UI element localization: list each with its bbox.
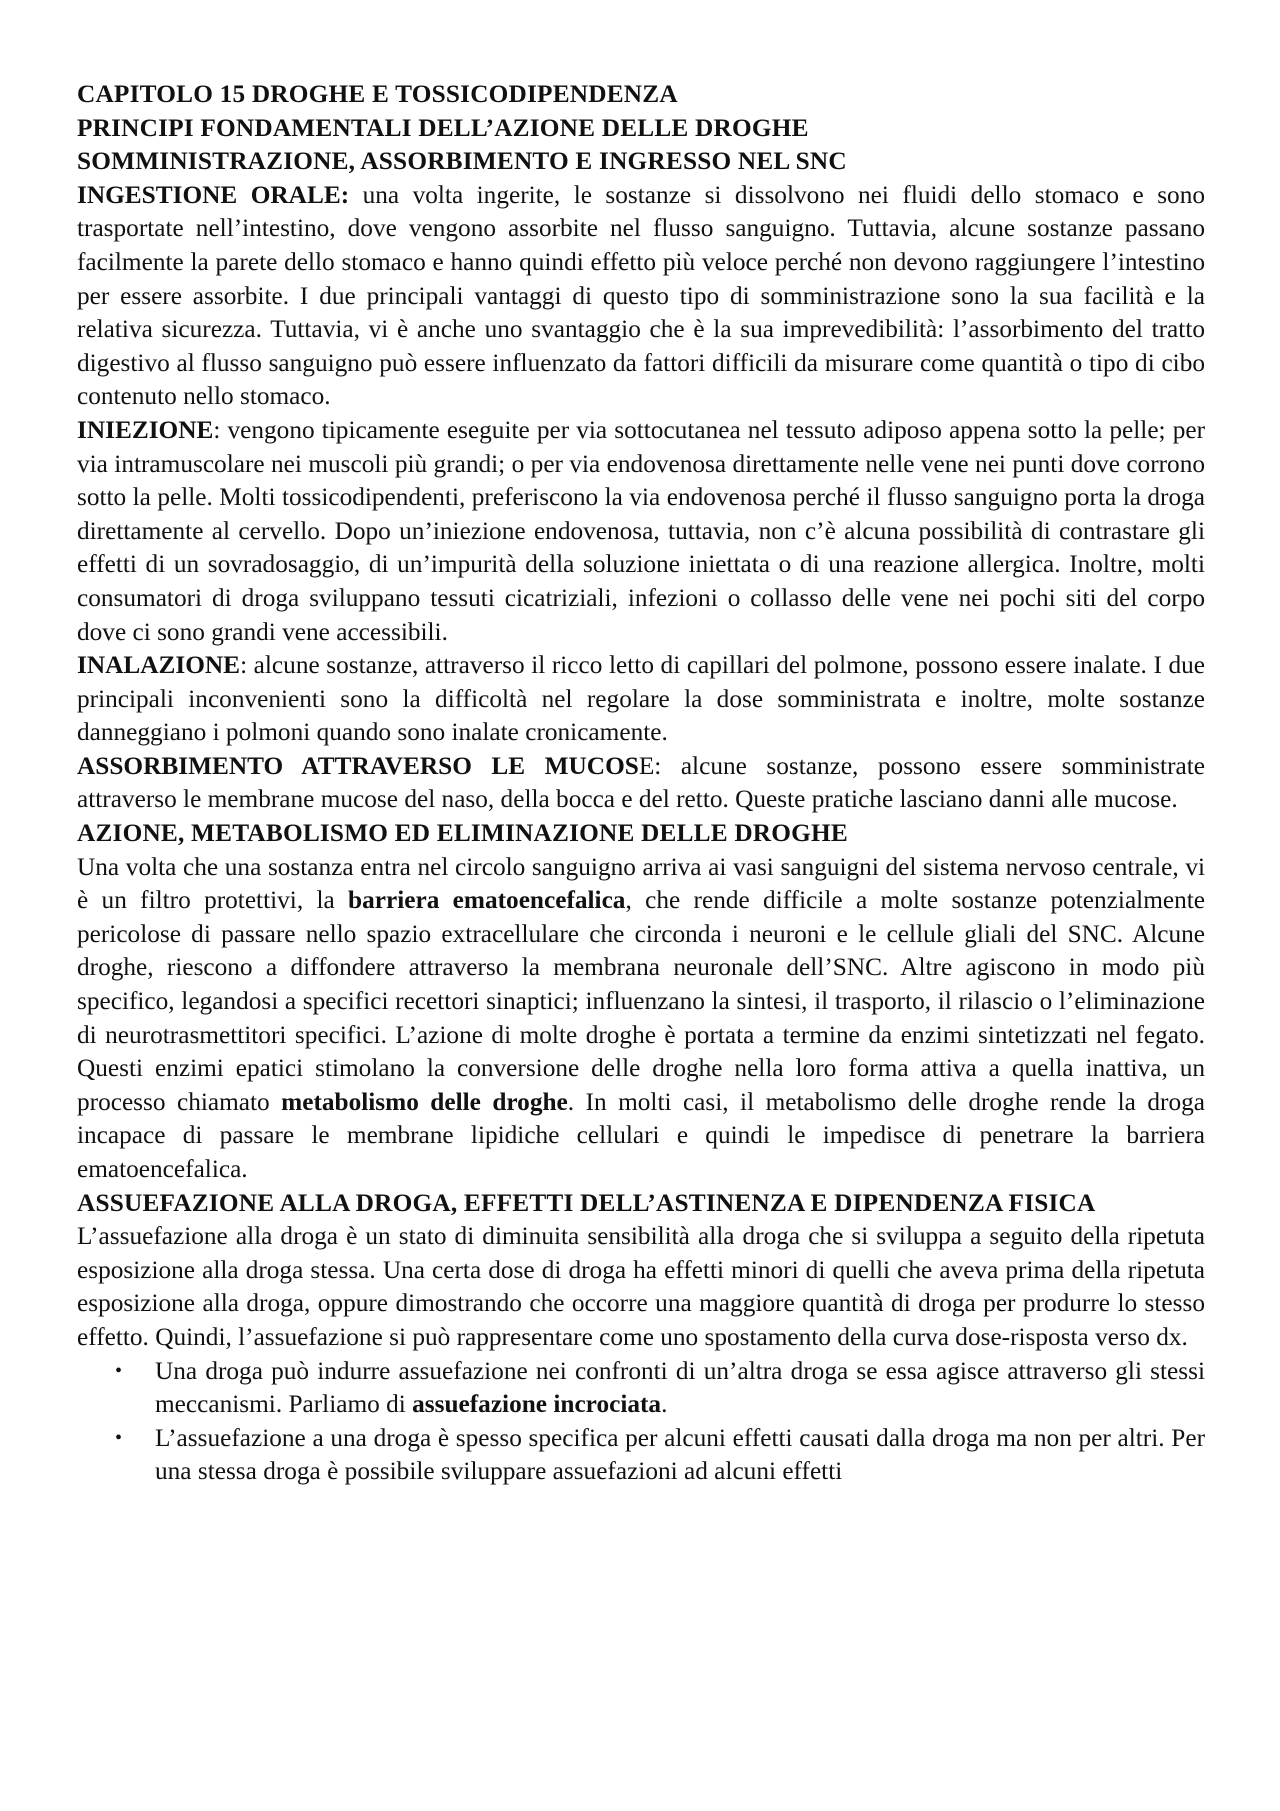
paragraph-oral-ingestion: [77, 179, 1205, 414]
paragraph-injection: [77, 414, 1205, 649]
term-cross-tolerance: assuefazione incrociata: [412, 1390, 662, 1419]
term-drug-metabolism: metabolismo delle droghe: [281, 1087, 568, 1116]
paragraph-drug-action: [77, 851, 1205, 1187]
bullet-icon: •: [115, 1359, 123, 1382]
list-item-text: L’assuefazione a una droga è spesso specifica per alcuni effetti causati dalla droga ma non per altri. Per una stessa droga è possibile sviluppare assuefazioni ad alcuni effetti: [155, 1423, 1205, 1486]
bullet-list: [77, 1355, 1205, 1489]
term-injection: INIEZIONE: [77, 415, 214, 444]
list-item-text: Una droga può indurre assuefazione nei confronti di un’altra droga se essa agisce attraverso gli stessi meccanismi. Parliamo di: [155, 1356, 1205, 1419]
paragraph-inhalation: [77, 649, 1205, 750]
document-page: [77, 78, 1205, 1489]
text-mucosal-absorption: E: alcune sostanze, possono essere somministrate attraverso le membrane mucose del naso, della bocca e del retto. Queste pratiche lasciano danni alle mucose.: [77, 751, 1205, 814]
text-inhalation: : alcune sostanze, attraverso il ricco letto di capillari del polmone, possono essere inalate. I due principali inconvenienti sono la difficoltà nel regolare la dose somministrata e inoltre, molte sostanze danneggiano i polmoni quando sono inalate cronicamente.: [77, 651, 1205, 747]
paragraph-mucosal-absorption: [77, 750, 1205, 817]
paragraph-tolerance: L’assuefazione alla droga è un stato di diminuita sensibilità alla droga che si sviluppa a seguito della ripetuta esposizione alla droga stessa. Una certa dose di droga ha effetti minori di quelli che aveva prima della ripetuta esposizione alla droga, oppure dimostrando che occorre una maggiore quantità di droga per produrre lo stesso effetto. Quindi, l’assuefazione si può rappresentare come uno spostamento della curva dose-risposta verso dx.: [77, 1222, 1205, 1351]
subsection-title-action: AZIONE, METABOLISMO ED ELIMINAZIONE DELLE DROGHE: [77, 819, 848, 848]
term-inhalation: INALAZIONE: [77, 651, 241, 680]
list-item: [77, 1422, 1205, 1489]
term-mucosal-absorption: ASSORBIMENTO ATTRAVERSO LE MUCOS: [77, 751, 639, 780]
text-oral-ingestion: una volta ingerite, le sostanze si dissolvono nei fluidi dello stomaco e sono trasportate nell’intestino, dove vengono assorbite nel flusso sanguigno. Tuttavia, alcune sostanze passano facilmente la parete dello stomaco e hanno quindi effetto più veloce perché non devono raggiungere l’intestino per essere assorbite. I due principali vantaggi di questo tipo di somministrazione sono la sua facilità e la relativa sicurezza. Tuttavia, vi è anche uno svantaggio che è la sua imprevedibilità: l’assorbimento del tratto digestivo al flusso sanguigno può essere influenzato da fattori difficili da misurare come quantità o tipo di cibo contenuto nello stomaco.: [77, 180, 1205, 411]
list-item: [77, 1355, 1205, 1422]
text-action-part-1: Una volta che una sostanza entra nel circolo sanguigno arriva ai vasi sanguigni del sistema nervoso centrale, vi è un filtro protettivi, la: [77, 852, 1205, 915]
bullet-icon: •: [115, 1426, 123, 1449]
text-action-part-3: . In molti casi, il metabolismo delle droghe rende la droga incapace di passare le membrane lipidiche cellulari e quindi le impedisce di penetrare la barriera ematoencefalica.: [77, 1087, 1205, 1183]
subsection-title-administration: SOMMINISTRAZIONE, ASSORBIMENTO E INGRESSO NEL SNC: [77, 147, 847, 176]
term-blood-brain-barrier: barriera ematoencefalica: [348, 886, 626, 915]
section-title: PRINCIPI FONDAMENTALI DELL’AZIONE DELLE DROGHE: [77, 113, 809, 142]
text-action-part-2: , che rende difficile a molte sostanze potenzialmente pericolose di passare nello spazio extracellulare che circonda i neuroni e le cellule gliali del SNC. Alcune droghe, riescono a diffondere attraverso la membrana neuronale dell’SNC. Altre agiscono in modo più specifico, legandosi a specifici recettori sinaptici; influenzano la sintesi, il trasporto, il rilascio o l’eliminazione di neurotrasmettitori specifici. L’azione di molte droghe è portata a termine da enzimi sintetizzati nel fegato. Questi enzimi epatici stimolano la conversione delle droghe nella loro forma attiva a quella inattiva, un processo chiamato: [77, 886, 1206, 1116]
term-oral-ingestion: INGESTIONE ORALE:: [77, 180, 350, 209]
subsection-title-tolerance: ASSUEFAZIONE ALLA DROGA, EFFETTI DELL’ASTINENZA E DIPENDENZA FISICA: [77, 1188, 1096, 1217]
text-injection: : vengono tipicamente eseguite per via sottocutanea nel tessuto adiposo appena sotto la pelle; per via intramuscolare nei muscoli più grandi; o per via endovenosa direttamente nelle vene nei punti dove corrono sotto la pelle. Molti tossicodipendenti, preferiscono la via endovenosa perché il flusso sanguigno porta la droga direttamente al cervello. Dopo un’iniezione endovenosa, tuttavia, non c’è alcuna possibilità di contrastare gli effetti di un sovradosaggio, di un’impurità della soluzione iniettata o di una reazione allergica. Inoltre, molti consumatori di droga sviluppano tessuti cicatriziali, infezioni o collasso delle vene nei pochi siti del corpo dove ci sono grandi vene accessibili.: [77, 415, 1205, 646]
chapter-title: CAPITOLO 15 DROGHE E TOSSICODIPENDENZA: [77, 80, 678, 108]
list-item-tail: .: [661, 1390, 668, 1419]
